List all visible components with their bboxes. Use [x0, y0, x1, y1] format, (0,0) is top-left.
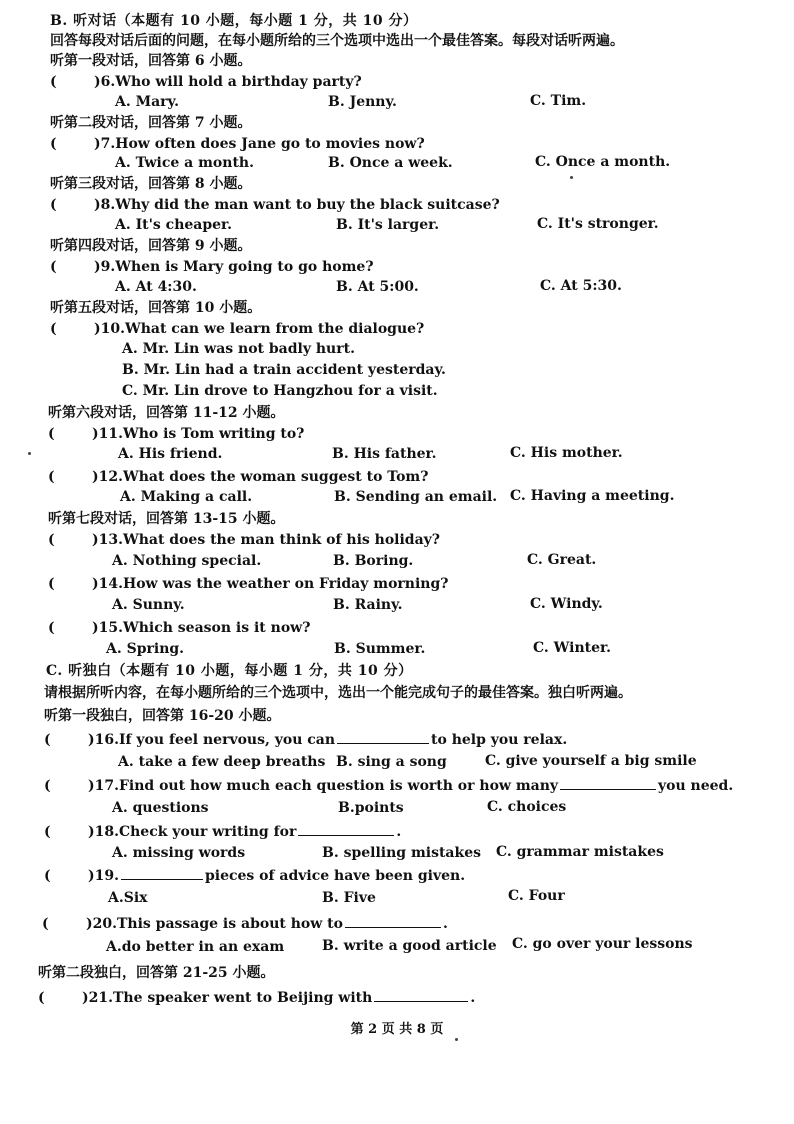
question-21: [38, 989, 475, 1007]
sub-heading-8: 听第一段独白，回答第 16-20 小题。: [44, 708, 281, 724]
question-stem: )7.How often does Jane go to movies now?: [94, 136, 425, 152]
question-7: [50, 135, 425, 153]
option-b: B. spelling mistakes: [322, 845, 481, 861]
option-b: B. Once a week.: [328, 155, 453, 171]
option-c: C. go over your lessons: [512, 936, 693, 952]
option-b: B. His father.: [332, 446, 437, 462]
option-a: A. Nothing special.: [112, 553, 262, 569]
question-stem: )10.What can we learn from the dialogue?: [94, 321, 425, 337]
option-c: C. Having a meeting.: [510, 488, 675, 504]
answer-paren: (: [50, 321, 57, 337]
section-c-instruction: 请根据所听内容，在每小题所给的三个选项中，选出一个能完成句子的最佳答案。独白听两遍。: [44, 685, 632, 701]
option-a: A. At 4:30.: [115, 279, 197, 295]
option-b: B. Boring.: [333, 553, 414, 569]
answer-blank: [298, 823, 394, 836]
option-c: C. Mr. Lin drove to Hangzhou for a visit.: [122, 383, 438, 399]
option-c: C. It's stronger.: [537, 216, 659, 232]
sub-heading-2: 听第二段对话，回答第 7 小题。: [50, 115, 252, 131]
answer-paren: (: [48, 620, 55, 636]
option-a: A. Twice a month.: [115, 155, 254, 171]
answer-paren: (: [44, 868, 51, 884]
question-stem: )16.If you feel nervous, you can: [88, 732, 336, 748]
answer-paren: (: [38, 990, 45, 1006]
section-b-instruction: 回答每段对话后面的问题，在每小题所给的三个选项中选出一个最佳答案。每段对话听两遍。: [50, 33, 624, 49]
option-c: C. give yourself a big smile: [485, 753, 697, 769]
answer-paren: (: [44, 824, 51, 840]
answer-paren: (: [44, 732, 51, 748]
option-a: A.Six: [108, 890, 148, 906]
option-a: A.do better in an exam: [106, 939, 285, 955]
answer-blank: [337, 731, 429, 744]
option-c: C. Windy.: [530, 596, 603, 612]
option-c: C. choices: [487, 799, 567, 815]
option-c: C. Four: [508, 888, 565, 904]
option-a: A. questions: [112, 800, 209, 816]
answer-paren: (: [48, 469, 55, 485]
question-19: [44, 867, 465, 885]
answer-blank: [374, 989, 468, 1002]
question-stem: )6.Who will hold a birthday party?: [94, 74, 362, 90]
question-12: [48, 468, 428, 486]
question-stem-end: you need.: [658, 778, 734, 794]
option-a: A. Making a call.: [120, 489, 253, 505]
question-14: [48, 575, 448, 593]
option-a: A. Mary.: [115, 94, 179, 110]
option-a: A. His friend.: [118, 446, 223, 462]
question-18: [44, 823, 401, 841]
section-c-title: C. 听独白（本题有 10 小题，每小题 1 分，共 10 分）: [46, 663, 413, 679]
question-stem: )11.Who is Tom writing to?: [92, 426, 305, 442]
question-stem: )8.Why did the man want to buy the black suitcase?: [94, 197, 500, 213]
answer-blank: [345, 915, 441, 928]
option-c: C. grammar mistakes: [496, 844, 664, 860]
question-stem-end: to help you relax.: [431, 732, 568, 748]
question-17: [44, 777, 733, 795]
sub-heading-3: 听第三段对话，回答第 8 小题。: [50, 176, 252, 192]
answer-blank: [121, 867, 203, 880]
answer-paren: (: [48, 576, 55, 592]
option-b: B.points: [338, 800, 404, 816]
question-stem: )14.How was the weather on Friday morning?: [92, 576, 449, 592]
section-b-title: B. 听对话（本题有 10 小题，每小题 1 分，共 10 分）: [50, 13, 418, 29]
option-c: C. Great.: [527, 552, 597, 568]
scan-speck: [28, 452, 31, 455]
sub-heading-7: 听第七段对话，回答第 13-15 小题。: [48, 511, 285, 527]
sub-heading-6: 听第六段对话，回答第 11-12 小题。: [48, 405, 285, 421]
question-15: [48, 619, 310, 637]
page-footer: 第 2 页 共 8 页: [350, 1022, 444, 1037]
option-b: B. At 5:00.: [336, 279, 419, 295]
question-stem: )13.What does the man think of his holiday?: [92, 532, 441, 548]
option-b: B. Mr. Lin had a train accident yesterday.: [122, 362, 446, 378]
option-a: A. Mr. Lin was not badly hurt.: [122, 341, 355, 357]
question-stem: )21.The speaker went to Beijing with: [82, 990, 373, 1006]
question-stem-end: .: [396, 824, 402, 840]
question-8: [50, 196, 500, 214]
option-b: B. Five: [322, 890, 376, 906]
question-16: [44, 731, 567, 749]
question-10: [50, 320, 424, 338]
option-b: B. It's larger.: [336, 217, 440, 233]
option-c: C. Tim.: [530, 93, 587, 109]
answer-paren: (: [50, 136, 57, 152]
question-stem-end: .: [442, 916, 448, 932]
answer-paren: (: [50, 74, 57, 90]
answer-paren: (: [50, 197, 57, 213]
question-stem: )17.Find out how much each question is worth or how many: [88, 778, 559, 794]
question-stem-end: .: [470, 990, 476, 1006]
option-c: C. Once a month.: [535, 154, 671, 170]
option-c: C. Winter.: [533, 640, 611, 656]
sub-heading-9: 听第二段独白，回答第 21-25 小题。: [38, 965, 275, 981]
option-a: A. Sunny.: [112, 597, 185, 613]
sub-heading-1: 听第一段对话，回答第 6 小题。: [50, 53, 252, 69]
option-b: B. write a good article: [322, 938, 497, 954]
option-a: A. Spring.: [106, 641, 185, 657]
answer-paren: (: [44, 778, 51, 794]
question-20: [42, 915, 448, 933]
option-b: B. Rainy.: [333, 597, 403, 613]
scan-speck: [455, 1038, 458, 1041]
option-b: B. Summer.: [334, 641, 426, 657]
option-c: C. His mother.: [510, 445, 623, 461]
option-c: C. At 5:30.: [540, 278, 622, 294]
question-stem-end: pieces of advice have been given.: [204, 868, 466, 884]
question-11: [48, 425, 304, 443]
option-b: B. Jenny.: [328, 94, 397, 110]
question-9: [50, 258, 374, 276]
question-stem: )18.Check your writing for: [88, 824, 297, 840]
answer-paren: (: [50, 259, 57, 275]
sub-heading-4: 听第四段对话，回答第 9 小题。: [50, 238, 252, 254]
sub-heading-5: 听第五段对话，回答第 10 小题。: [50, 300, 262, 316]
option-b: B. sing a song: [336, 754, 447, 770]
question-stem: )12.What does the woman suggest to Tom?: [92, 469, 429, 485]
option-a: A. take a few deep breaths: [118, 754, 326, 770]
option-b: B. Sending an email.: [334, 489, 498, 505]
question-stem: )15.Which season is it now?: [92, 620, 311, 636]
question-6: [50, 73, 362, 91]
question-stem: )9.When is Mary going to go home?: [94, 259, 374, 275]
question-stem: )19.: [88, 868, 119, 884]
answer-paren: (: [48, 426, 55, 442]
scan-speck: [570, 176, 573, 179]
answer-blank: [560, 777, 656, 790]
option-a: A. missing words: [112, 845, 246, 861]
answer-paren: (: [42, 916, 49, 932]
question-13: [48, 531, 440, 549]
option-a: A. It's cheaper.: [115, 217, 233, 233]
answer-paren: (: [48, 532, 55, 548]
question-stem: )20.This passage is about how to: [86, 916, 343, 932]
